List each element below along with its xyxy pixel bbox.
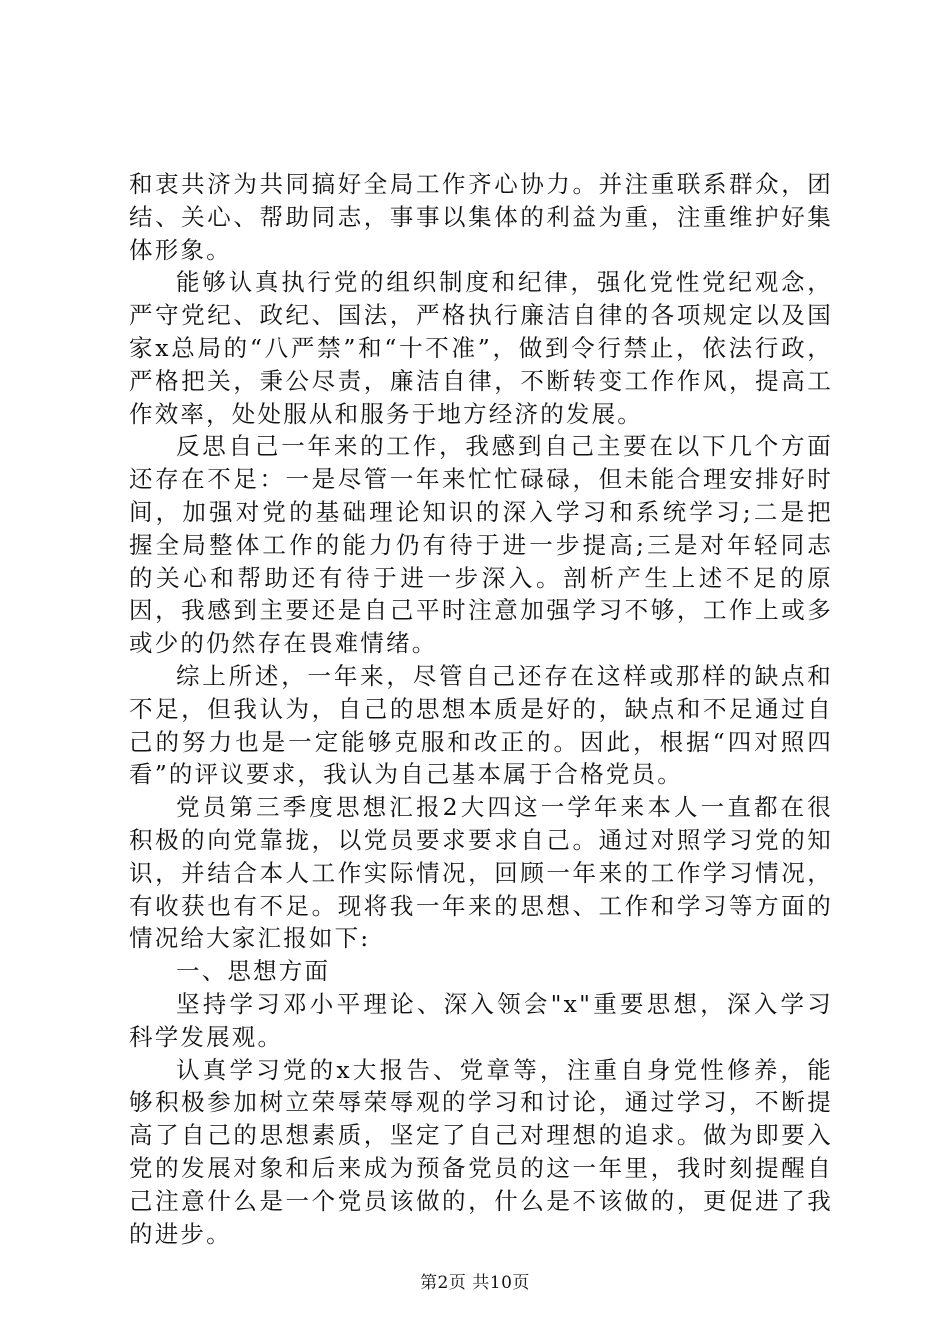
paragraph: 综上所述，一年来，尽管自己还存在这样或那样的缺点和不足，但我认为，自己的思想本质是好的，缺点和不足通过自己的努力也是一定能够克服和改正的。因此，根据“四对照四看”的评议要求，我认为自己基本属于合格党员。	[129, 661, 833, 789]
paragraph: 反思自己一年来的工作，我感到自己主要在以下几个方面还存在不足：一是尽管一年来忙忙碌碌，但未能合理安排好时间，加强对党的基础理论知识的深入学习和系统学习;二是把握全局整体工作的能力仍有待于进一步提高;三是对年轻同志的关心和帮助还有待于进一步深入。剖析产生上述不足的原因，我感到主要还是自己平时注意加强学习不够，工作上或多或少的仍然存在畏难情绪。	[129, 432, 833, 658]
page-number-footer: 第2页 共10页	[420, 1273, 530, 1293]
section-heading: 一、思想方面	[176, 957, 331, 986]
paragraph: 党员第三季度思想汇报2大四这一学年来本人一直都在很积极的向党靠拢，以党员要求要求自己。通过对照学习党的知识，并结合本人工作实际情况，回顾一年来的工作学习情况，有收获也有不足。现将我一年来的思想、工作和学习等方面的情况给大家汇报如下:	[129, 793, 833, 953]
paragraph: 和衷共济为共同搞好全局工作齐心协力。并注重联系群众，团结、关心、帮助同志，事事以集体的利益为重，注重维护好集体形象。	[129, 170, 833, 264]
paragraph: 能够认真执行党的组织制度和纪律，强化党性党纪观念，严守党纪、政纪、国法，严格执行廉洁自律的各项规定以及国家x总局的“八严禁”和“十不准”，做到令行禁止，依法行政，严格把关，秉公尽责，廉洁自律，不断转变工作作风，提高工作效率，处处服从和服务于地方经济的发展。	[129, 268, 833, 428]
paragraph: 坚持学习邓小平理论、深入领会"x"重要思想，深入学习科学发展观。	[129, 989, 833, 1051]
paragraph: 认真学习党的x大报告、党章等，注重自身党性修养，能够积极参加树立荣辱荣辱观的学习和讨论，通过学习，不断提高了自己的思想素质，坚定了自己对理想的追求。做为即要入党的发展对象和后来成为预备党员的这一年里，我时刻提醒自己注意什么是一个党员该做的，什么是不该做的，更促进了我的进步。	[129, 1055, 833, 1248]
document-body	[129, 168, 833, 1250]
